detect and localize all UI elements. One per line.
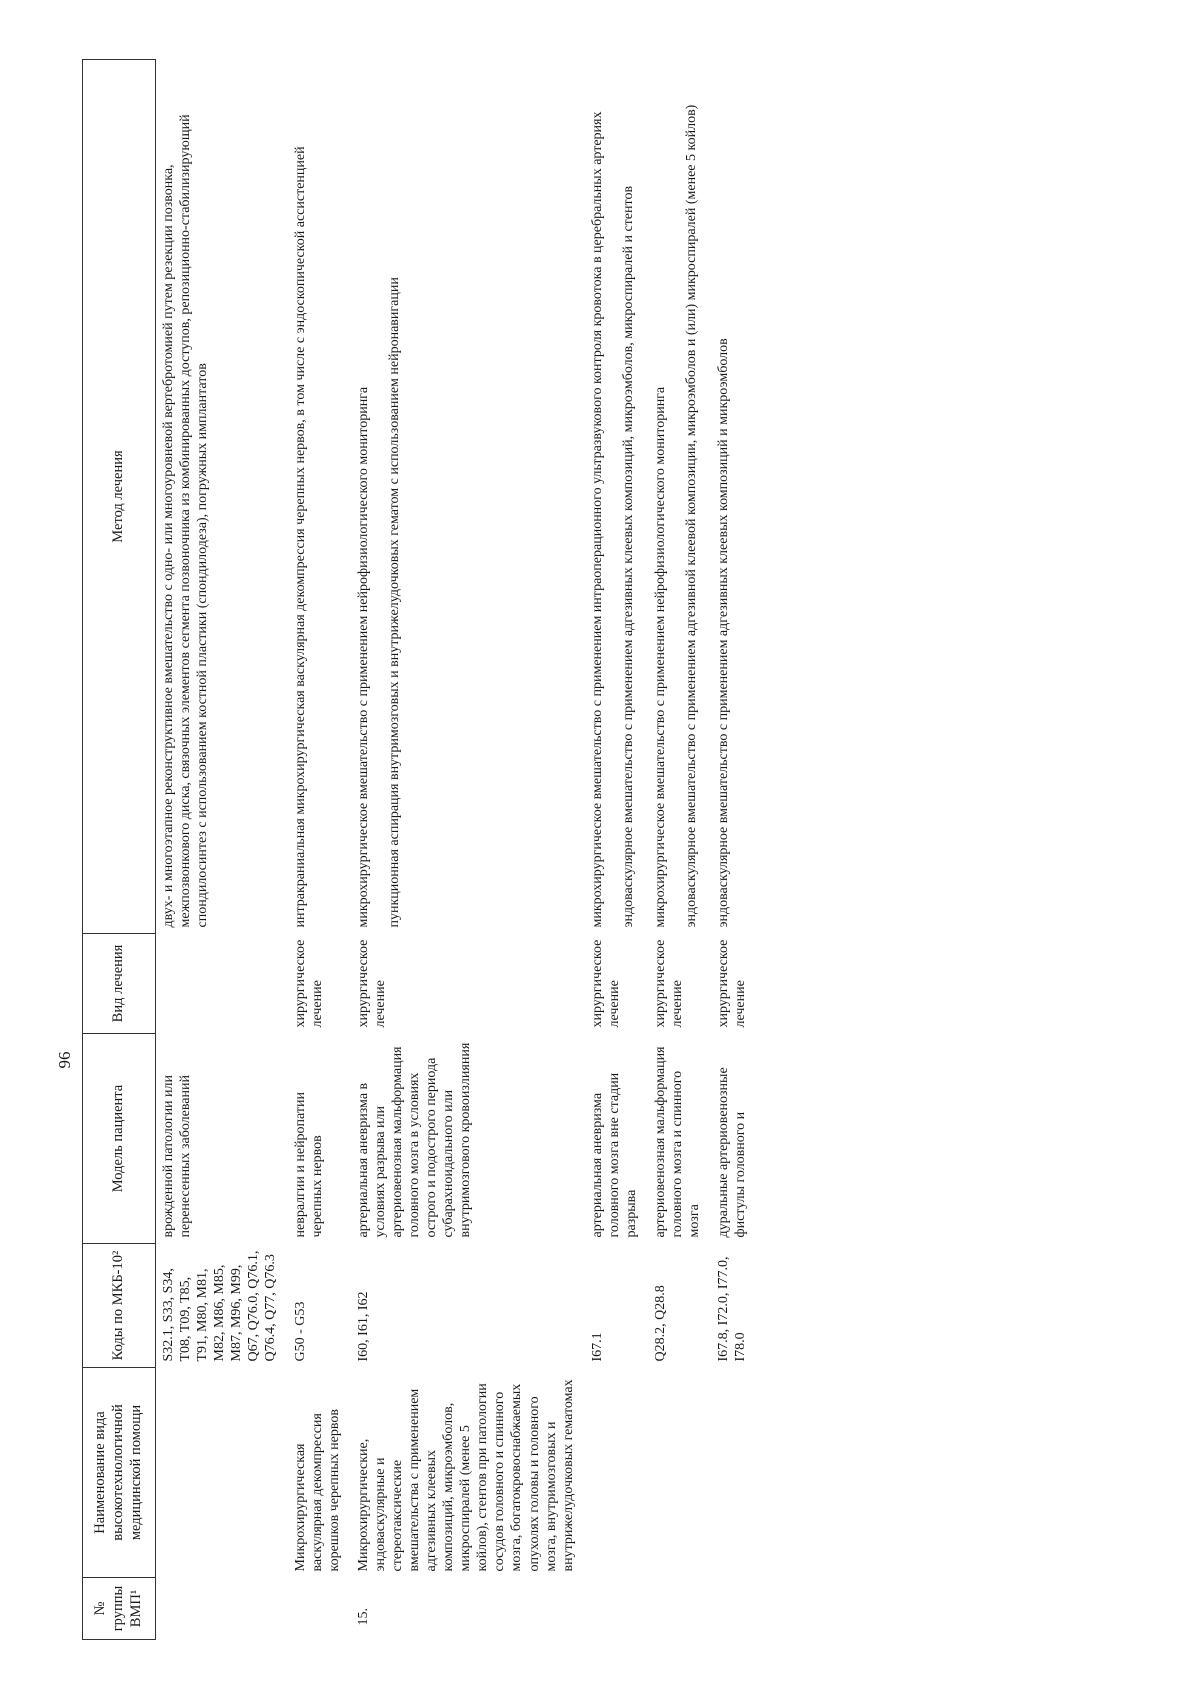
header-group-number: № группы ВМП¹: [83, 1578, 156, 1640]
patient-model-cell: невралгии и нейропатии черепных нервов: [292, 1091, 325, 1238]
header-patient-model: Модель пациента: [83, 1034, 156, 1244]
vmp-name-cell: [156, 1368, 288, 1578]
treatment-method-item: эндоваскулярное вмешательство с применением адгезивных клеевых композиций и микроэмболов: [716, 338, 732, 928]
icd-codes-cell: Q28.2, Q28.8: [653, 1285, 669, 1362]
vmp-name-cell: Микрохирургическая васкулярная декомпрессия корешков черепных нервов: [292, 1409, 342, 1572]
icd-codes-cell: I60, I61, I62: [355, 1291, 371, 1362]
header-icd-codes: Коды по МКБ-10²: [83, 1244, 156, 1368]
icd-codes-cell: G50 - G53: [292, 1301, 308, 1362]
treatment-method-cell: [648, 60, 711, 934]
treatment-method-item: микрохирургическое вмешательство с применением интраоперационного ультразвукового контроля кровотока в церебральных артериях: [589, 111, 605, 928]
header-treatment-method: Метод лечения: [83, 60, 156, 934]
group-number-cell: [156, 1578, 288, 1640]
treatment-kind-cell: хирургическое лечение: [653, 939, 686, 1028]
treatment-method-cell: [351, 60, 585, 934]
patient-model-cell: врожденной патологии или перенесенных заболеваний: [161, 1074, 194, 1238]
icd-codes-cell: I67.8, I72.0, I77.0, I78.0: [716, 1256, 749, 1362]
patient-model-cell: артериальная аневризма в условиях разрыва или артериовенозная мальформация головного мозга в условиях острого и подострого периода субарахноидального или внутримозгового кровоизлияния: [355, 1042, 474, 1238]
icd-codes-cell: S32.1, S33, S34, T08, T09, T85, T91, M80, M81, M82, M86, M85, M87, M96, M99, Q67, Q76.0, Q76.1, Q76.4, Q77, Q76.3: [161, 1250, 279, 1362]
treatment-method-item: двух- и многоэтапное реконструктивное вмешательство с одно- или многоуровневой вертебротомией путем резекции позвонка, межпозвонкового диска, связочных элементов сегмента позвоночника из комбинированных доступов, репозиционно-стабилизирующий спондилосинтез с использованием костной пластики (спондилодеза), погружных имплантатов: [161, 114, 211, 928]
header-treatment-kind: Вид лечения: [83, 934, 156, 1034]
patient-model-cell: артериовенозная мальформация головного мозга и спинного мозга: [653, 1046, 703, 1238]
vmp-name-cell: [585, 1368, 648, 1578]
vmp-name-cell: [711, 1368, 757, 1578]
treatment-method-item: интракраниальная микрохирургическая васкулярная декомпрессия черепных нервов, в том числе с эндоскопической ассистенцией: [292, 146, 308, 928]
treatment-kind-cell: хирургическое лечение: [589, 939, 622, 1028]
treatment-method-item: пункционная аспирация внутримозговых и внутрижелудочковых гематом с использованием нейронавигации: [386, 277, 402, 928]
treatment-kind-cell: хирургическое лечение: [292, 939, 325, 1028]
table-row: [711, 60, 757, 1640]
treatment-kind-cell: хирургическое лечение: [716, 939, 749, 1028]
table-header-row: [83, 60, 156, 1640]
table-row: [288, 60, 351, 1640]
treatment-method-cell: [711, 60, 757, 934]
treatment-kind-cell: хирургическое лечение: [355, 939, 388, 1028]
group-number-cell: 15.: [355, 1608, 371, 1626]
page-number: 96: [55, 1051, 74, 1069]
vmp-name-cell: [648, 1368, 711, 1578]
table-row: [648, 60, 711, 1640]
treatment-method-cell: [585, 60, 648, 934]
icd-codes-cell: I67.1: [589, 1332, 605, 1362]
group-number-cell: [711, 1578, 757, 1640]
patient-model-cell: дуральные артериовенозные фистулы головного и: [716, 1067, 749, 1238]
header-vmp-name: Наименование вида высокотехнологичной медицинской помощи: [83, 1368, 156, 1578]
treatment-kind-cell: [156, 934, 288, 1034]
treatment-method-cell: [156, 60, 288, 934]
rotated-page-content: [82, 60, 1092, 1640]
group-number-cell: [288, 1578, 351, 1640]
table-row: [156, 60, 288, 1640]
treatment-method-item: микрохирургическое вмешательство с применением нейрофизиологического мониторинга: [355, 386, 371, 928]
vmp-name-cell: Микрохирургические, эндоваскулярные и стереотаксические вмешательства с применением адгезивных клеевых композиций, микроэмболов, микроспиралей (менее 5 койлов), стентов при патологии сосудов головного и спинного мозга, богатокровоснабжаемых опухолях головы и головного мозга, внутримозговых и внутрижелудочковых гематомах: [355, 1379, 576, 1572]
treatment-method-item: микрохирургическое вмешательство с применением нейрофизиологического мониторинга: [653, 386, 669, 928]
treatment-method-item: эндоваскулярное вмешательство с применением адгезивной клеевой композиции, микроэмболов и (или) микроспиралей (менее 5 койлов): [684, 104, 700, 928]
table-body: [156, 60, 758, 1640]
patient-model-cell: артериальная аневризма головного мозга вне стадии разрыва: [589, 1072, 639, 1238]
vmp-table: [82, 59, 757, 1640]
table-row: [585, 60, 648, 1640]
table-row: [351, 60, 585, 1640]
treatment-method-item: эндоваскулярное вмешательство с применением адгезивных клеевых композиций, микроэмболов, микроспиралей и стентов: [620, 185, 636, 928]
group-number-cell: [648, 1578, 711, 1640]
treatment-method-cell: [288, 60, 351, 934]
group-number-cell: [585, 1578, 648, 1640]
